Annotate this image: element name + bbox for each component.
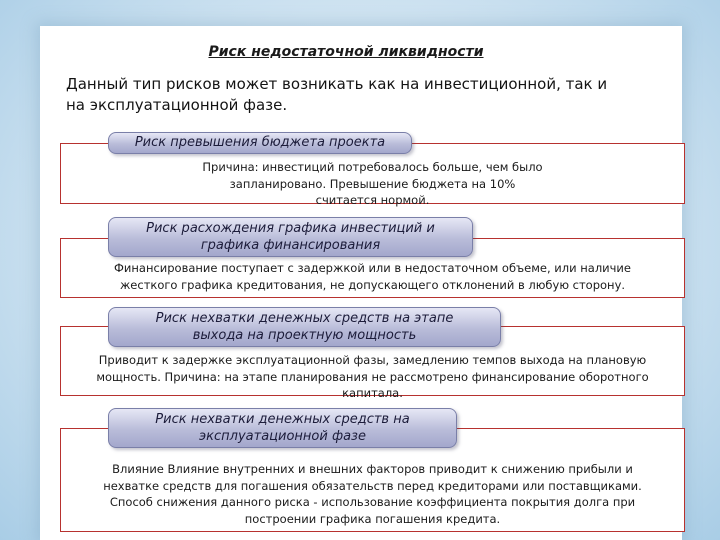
risk-2-description: Финансирование поступает с задержкой или в недостаточном объеме, или наличие жесткого графика кредитования, не допускающего отклонений в любую сторону. <box>114 261 631 292</box>
risk-1-description: Причина: инвестиций потребовалось больше, чем было запланировано. Превышение бюджета на 10% считается нормой. <box>202 160 543 207</box>
risk-3-description: Приводит к задержке эксплуатационной фазы, замедлению темпов выхода на плановую мощность. Причина: на этапе планирования не рассмотрено финансирование оборотного капитала. <box>96 353 649 400</box>
intro-text: Данный тип рисков может возникать как на инвестиционной, так и на эксплуатационной фазе. <box>66 75 608 114</box>
risk-4-label: Риск нехватки денежных средств на эксплуатационной фазе <box>108 408 457 448</box>
risk-3-label: Риск нехватки денежных средств на этапе выхода на проектную мощность <box>108 307 501 347</box>
risk-2-label: Риск расхождения графика инвестиций и графика финансирования <box>108 217 473 257</box>
slide-title: Риск недостаточной ликвидности <box>208 44 484 60</box>
risk-4-description: Влияние Влияние внутренних и внешних факторов приводит к снижению прибыли и нехватке средств для погашения обязательств перед кредиторами или поставщиками. Способ снижения данного риска - использование коэффициента покрытия долга при построении графика погашения кредита. <box>103 462 642 526</box>
risk-1-label: Риск превышения бюджета проекта <box>108 132 412 154</box>
